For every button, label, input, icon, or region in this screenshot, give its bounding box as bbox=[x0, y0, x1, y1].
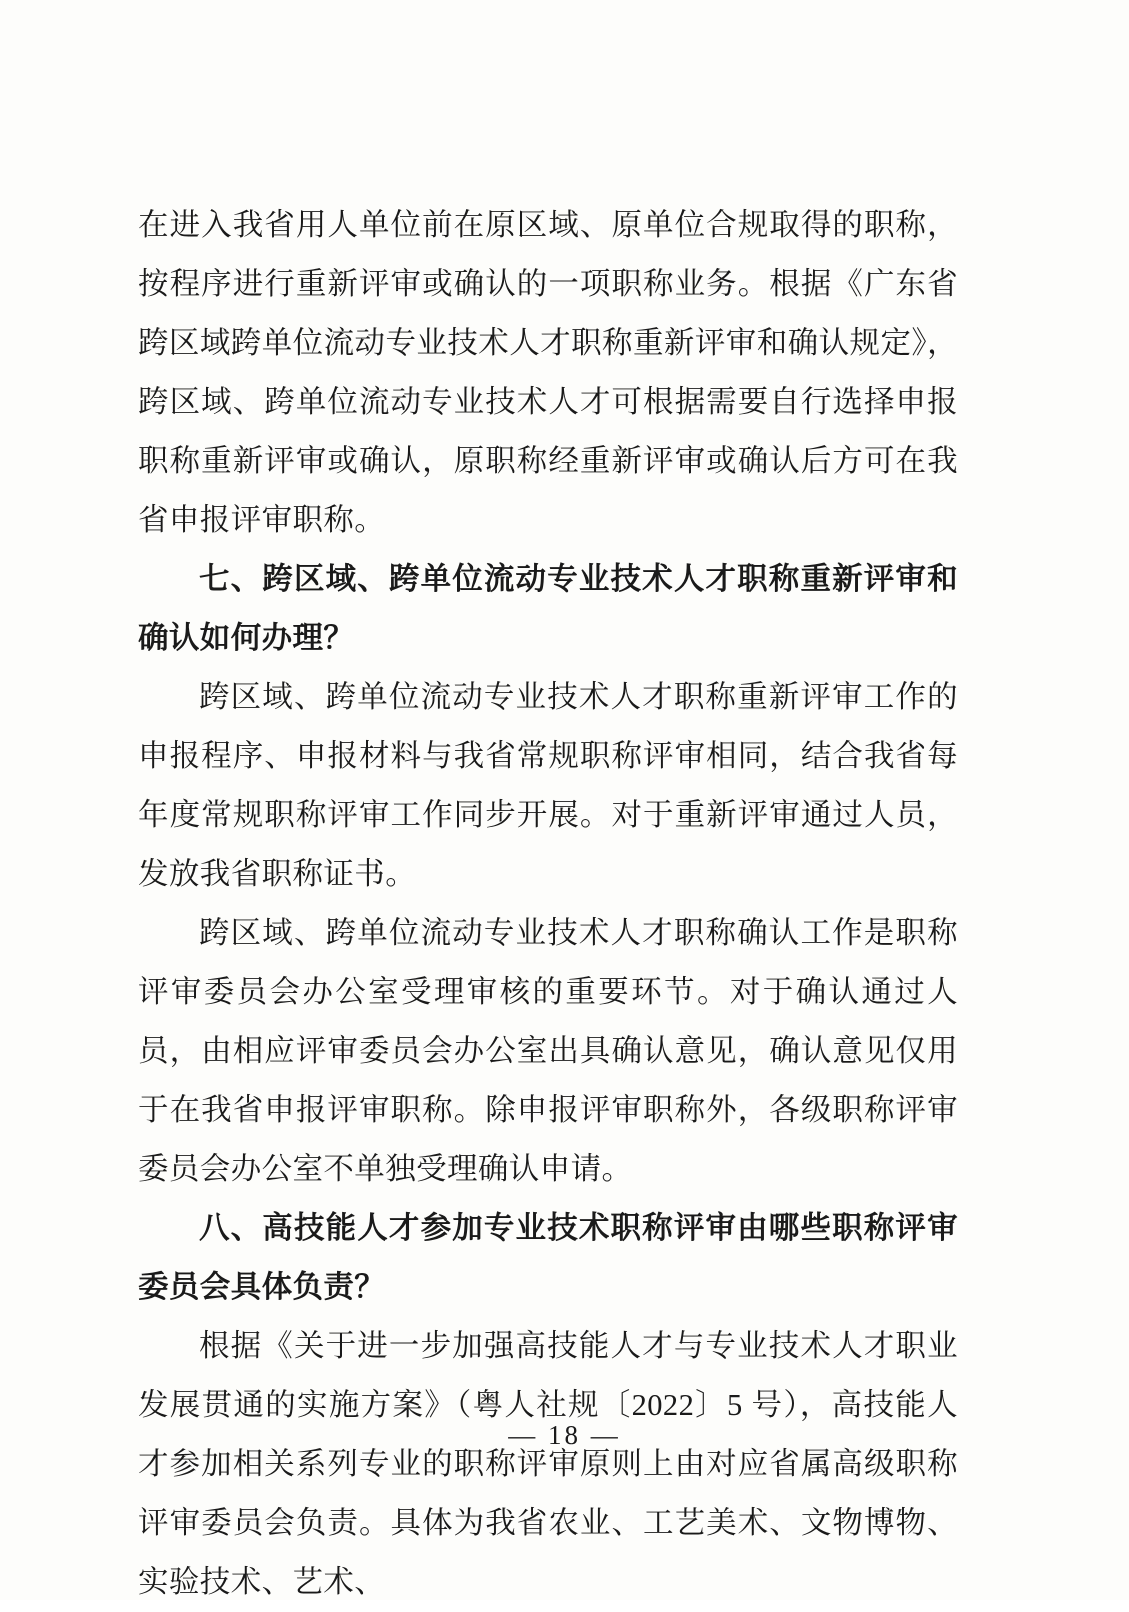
page-number: — 18 — bbox=[508, 1420, 621, 1450]
paragraph: 跨区域、跨单位流动专业技术人才职称重新评审工作的申报程序、申报材料与我省常规职称评审相同，结合我省每年度常规职称评审工作同步开展。对于重新评审通过人员，发放我省职称证书。 bbox=[138, 680, 958, 891]
section-heading-seven: 七、跨区域、跨单位流动专业技术人才职称重新评审和确认如何办理？ bbox=[138, 562, 958, 655]
document-body bbox=[138, 196, 958, 1612]
paragraph: 跨区域、跨单位流动专业技术人才职称确认工作是职称评审委员会办公室受理审核的重要环节。对于确认通过人员，由相应评审委员会办公室出具确认意见，确认意见仅用于在我省申报评审职称。除申报评审职称外，各级职称评审委员会办公室不单独受理确认申请。 bbox=[138, 916, 958, 1186]
paragraph: 根据《关于进一步加强高技能人才与专业技术人才职业发展贯通的实施方案》（粤人社规〔2022〕5 号），高技能人才参加相关系列专业的职称评审原则上由对应省属高级职称评审委员会负责。具体为我省农业、工艺美术、文物博物、实验技术、艺术、 bbox=[138, 1329, 958, 1599]
paragraph: 在进入我省用人单位前在原区域、原单位合规取得的职称，按程序进行重新评审或确认的一项职称业务。根据《广东省跨区域跨单位流动专业技术人才职称重新评审和确认规定》，跨区域、跨单位流动专业技术人才可根据需要自行选择申报职称重新评审或确认，原职称经重新评审或确认后方可在我省申报评审职称。 bbox=[138, 208, 958, 537]
section-heading-eight: 八、高技能人才参加专业技术职称评审由哪些职称评审委员会具体负责？ bbox=[138, 1211, 958, 1304]
